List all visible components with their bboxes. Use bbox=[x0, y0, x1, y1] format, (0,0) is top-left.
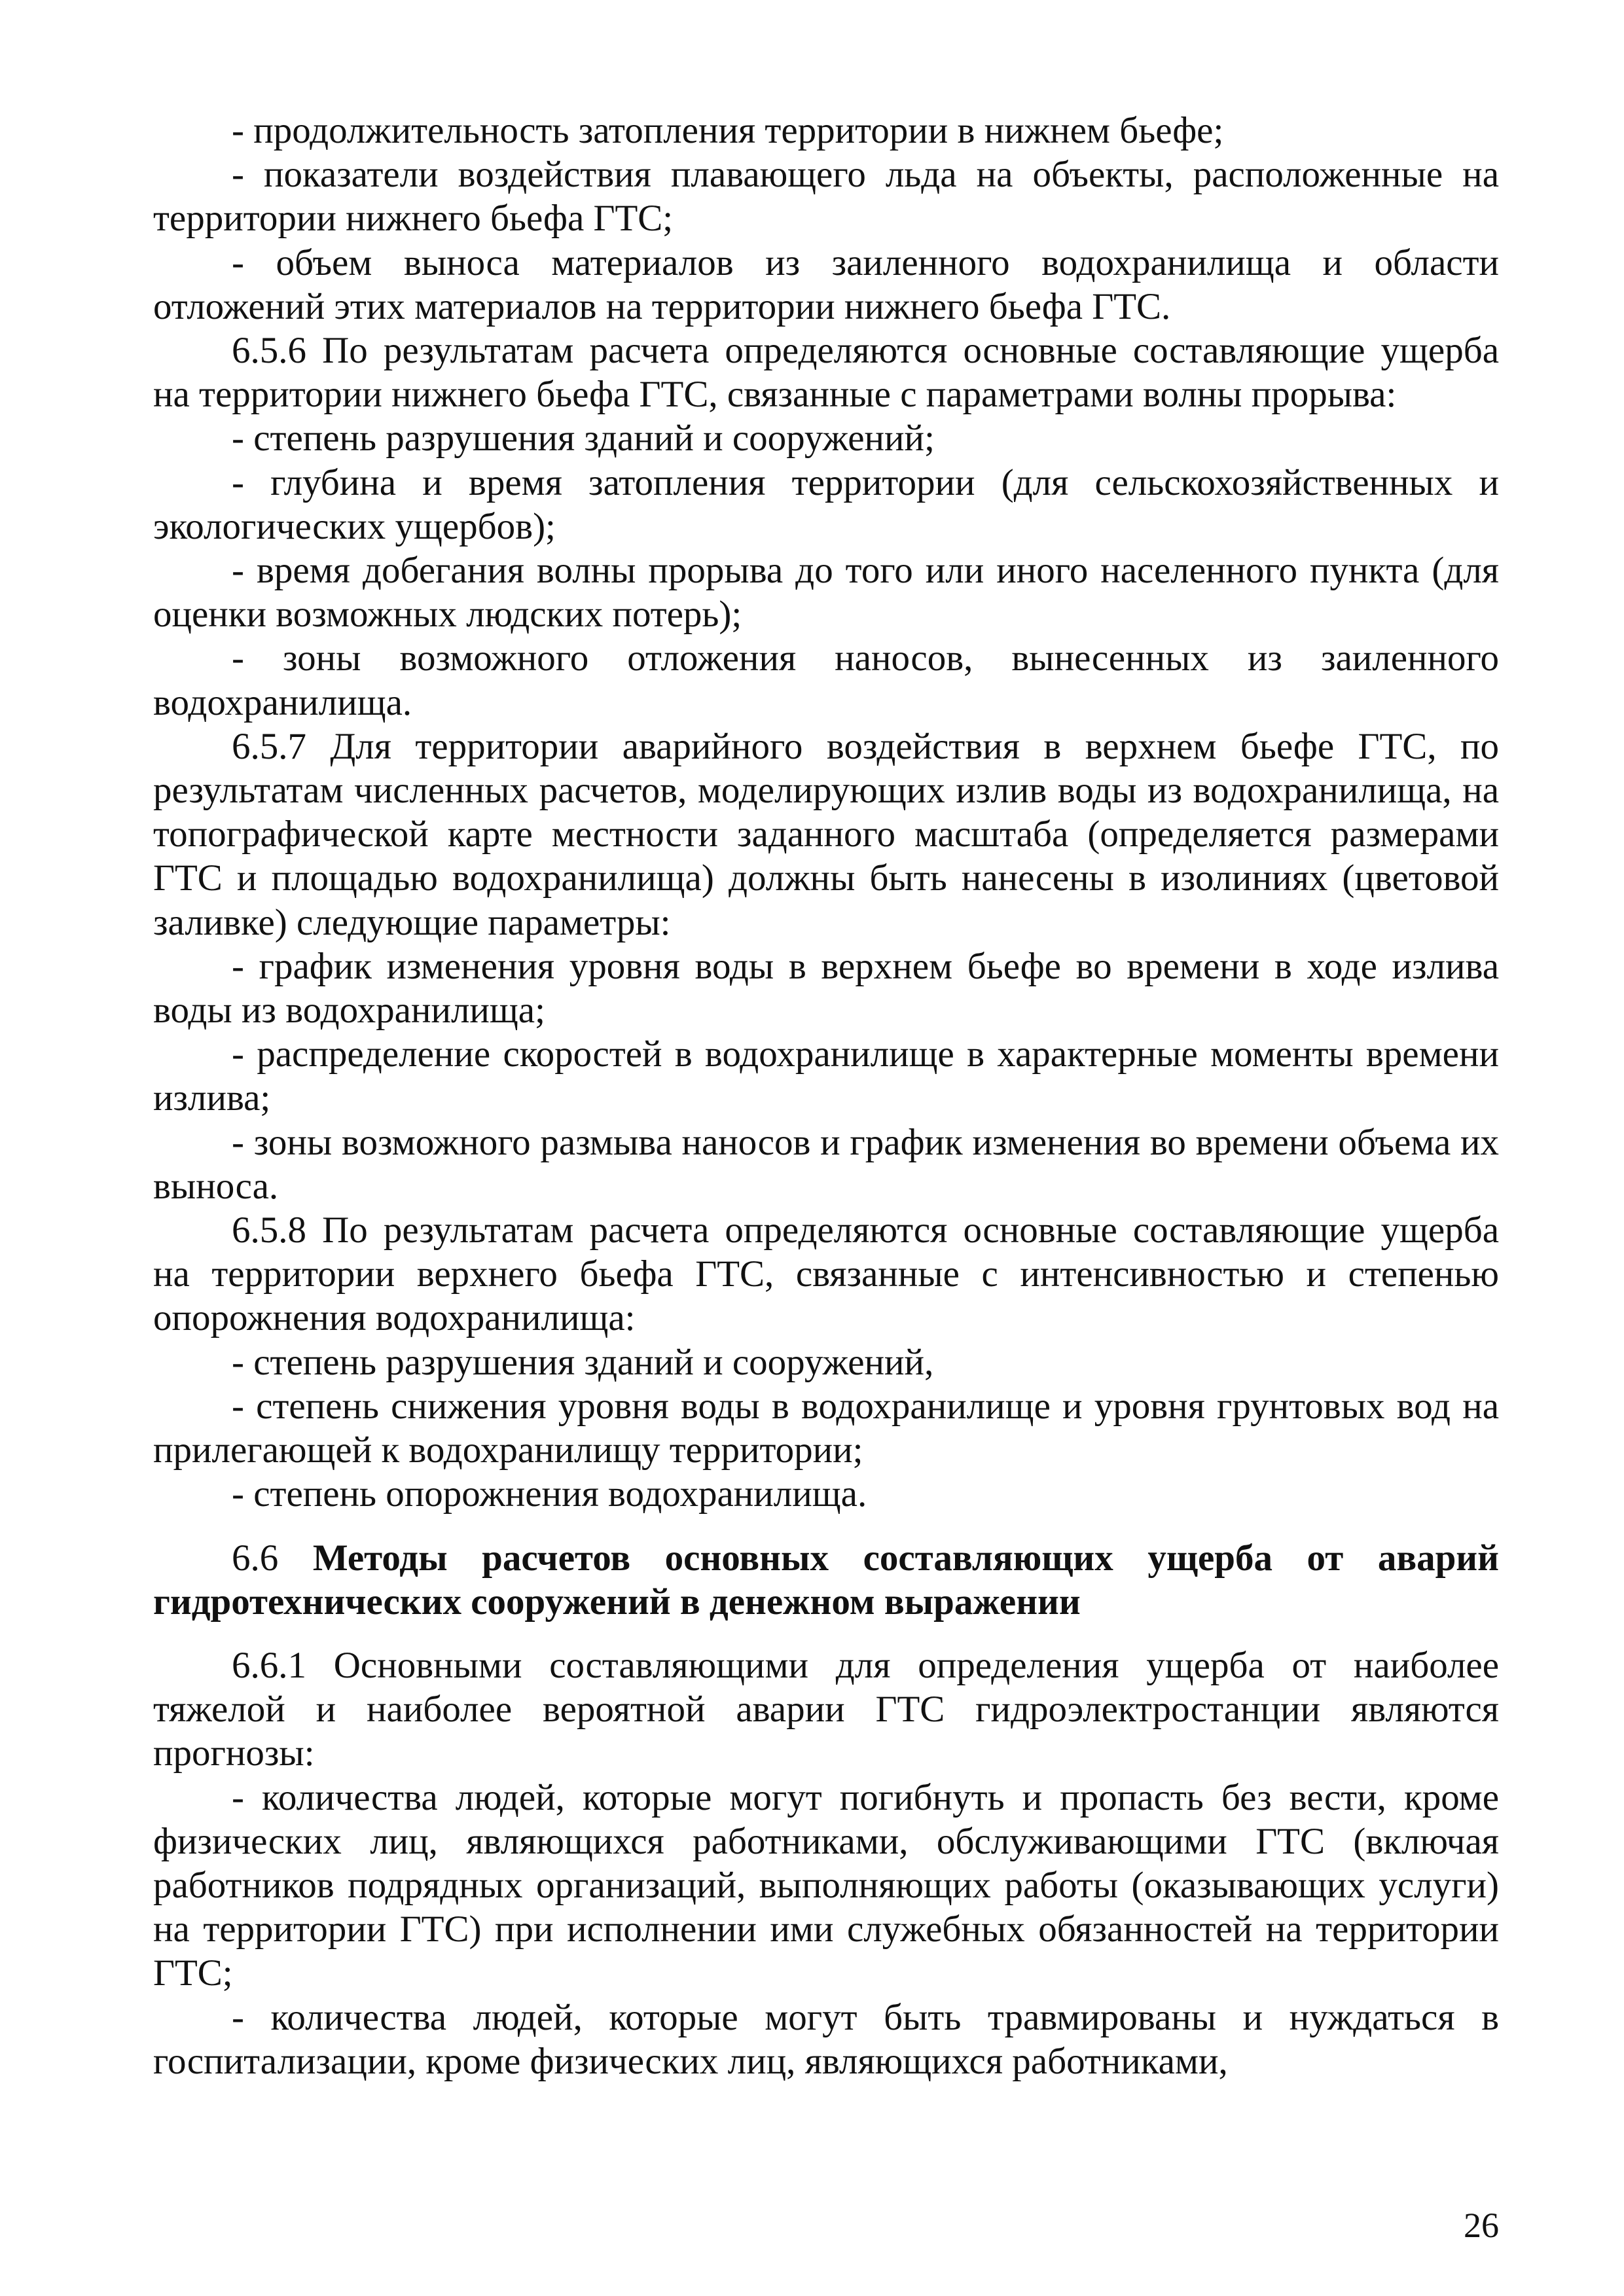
list-item: - показатели воздействия плавающего льда на объекты, расположенные на территории нижнего бьефа ГТС; bbox=[153, 154, 1499, 240]
section-title: Методы расчетов основных составляющих ущерба от аварий гидротехнических сооружений в денежном выражении bbox=[153, 1537, 1499, 1623]
list-item: - количества людей, которые могут быть травмированы и нуждаться в госпитализации, кроме физических лиц, являющихся работниками, bbox=[153, 1996, 1499, 2082]
list-item: - количества людей, которые могут погибнуть и пропасть без вести, кроме физических лиц, являющихся работниками, обслуживающими ГТС (включая работников подрядных организаций, выполняющих работы (оказывающих услуги) на территории ГТС) при исполнении ими служебных обязанностей на территории ГТС; bbox=[153, 1776, 1499, 1994]
list-item: - степень разрушения зданий и сооружений; bbox=[232, 418, 935, 459]
list-item: - график изменения уровня воды в верхнем бьефе во времени в ходе излива воды из водохранилища; bbox=[153, 945, 1499, 1031]
list-item: - распределение скоростей в водохранилище в характерные моменты времени излива; bbox=[153, 1033, 1499, 1119]
section-number: 6.6 bbox=[232, 1537, 279, 1579]
list-item: - глубина и время затопления территории (для сельскохозяйственных и экологических ущербов); bbox=[153, 461, 1499, 547]
list-item: - зоны возможного отложения наносов, вынесенных из заиленного водохранилища. bbox=[153, 637, 1499, 723]
list-item: - время добегания волны прорыва до того или иного населенного пункта (для оценки возможных людских потерь); bbox=[153, 550, 1499, 636]
list-item: - продолжительность затопления территории в нижнем бьефе; bbox=[232, 110, 1224, 151]
list-item: - объем выноса материалов из заиленного водохранилища и области отложений этих материалов на территории нижнего бьефа ГТС. bbox=[153, 242, 1499, 327]
list-item: - степень разрушения зданий и сооружений, bbox=[232, 1341, 934, 1383]
clause-6-5-8: 6.5.8 По результатам расчета определяются основные составляющие ущерба на территории верхнего бьефа ГТС, связанные с интенсивностью и степенью опорожнения водохранилища: bbox=[153, 1210, 1499, 1339]
document-body bbox=[153, 109, 1499, 2083]
list-item: - зоны возможного размыва наносов и график изменения во времени объема их выноса. bbox=[153, 1121, 1499, 1207]
section-heading bbox=[153, 1536, 1499, 1624]
clause-6-5-6: 6.5.6 По результатам расчета определяются основные составляющие ущерба на территории нижнего бьефа ГТС, связанные с параметрами волны прорыва: bbox=[153, 330, 1499, 416]
list-item: - степень снижения уровня воды в водохранилище и уровня грунтовых вод на прилегающей к водохранилищу территории; bbox=[153, 1385, 1499, 1471]
page-number: 26 bbox=[1464, 2206, 1499, 2245]
list-item: - степень опорожнения водохранилища. bbox=[232, 1473, 867, 1515]
clause-6-6-1: 6.6.1 Основными составляющими для определения ущерба от наиболее тяжелой и наиболее вероятной аварии ГТС гидроэлектростанции являются прогнозы: bbox=[153, 1644, 1499, 1774]
clause-6-5-7: 6.5.7 Для территории аварийного воздействия в верхнем бьефе ГТС, по результатам численных расчетов, моделирующих излив воды из водохранилища, на топографической карте местности заданного масштаба (определяется размерами ГТС и площадью водохранилища) должны быть нанесены в изолиниях (цветовой заливке) следующие параметры: bbox=[153, 725, 1499, 943]
